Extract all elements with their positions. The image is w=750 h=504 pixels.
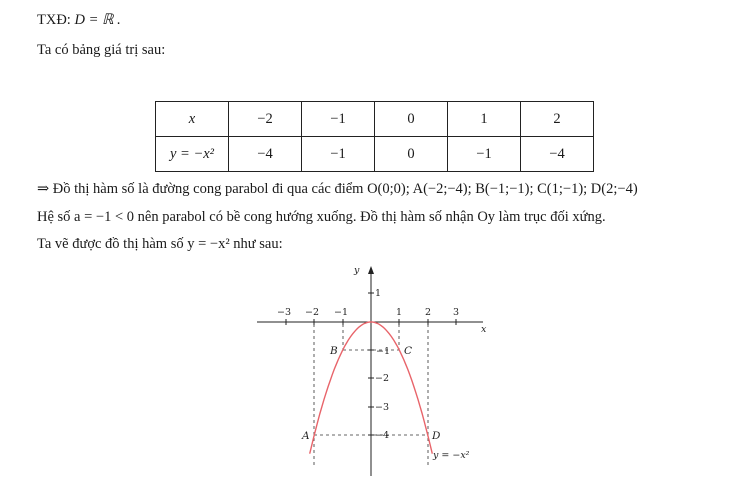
curve-label: y = −x²	[433, 450, 470, 461]
x-tick-label: 1	[396, 307, 403, 318]
point-d-label: D	[432, 430, 441, 442]
domain-line	[37, 12, 121, 29]
table-cell: −4	[521, 137, 594, 172]
x-tick-label: −2	[305, 307, 320, 318]
table-cell: −2	[229, 102, 302, 137]
x-tick-label: 3	[453, 307, 460, 318]
table-cell: 0	[375, 102, 448, 137]
table-cell: 1	[448, 102, 521, 137]
table-cell: −1	[448, 137, 521, 172]
domain-formula: D = ℝ .	[74, 12, 121, 28]
domain-prefix: TXĐ:	[37, 12, 71, 28]
y-tick-label: −4	[375, 430, 390, 441]
table-intro-line: Ta có bảng giá trị sau:	[37, 42, 166, 58]
point-a-label: A	[302, 430, 310, 442]
x-tick-label: −3	[277, 307, 292, 318]
table-cell: −1	[302, 137, 375, 172]
y-axis-arrow-icon	[368, 266, 374, 274]
parabola-graph	[255, 262, 495, 482]
table-row-x	[156, 102, 594, 137]
table-cell: −4	[229, 137, 302, 172]
points-conclusion-line: ⇒ Đồ thị hàm số là đường cong parabol đi qua các điểm O(0;0); A(−2;−4); B(−1;−1); C(1;−1); D(2;−4)	[37, 181, 638, 197]
table-row-y	[156, 137, 594, 172]
graph-intro-line: Ta vẽ được đồ thị hàm số y = −x² như sau:	[37, 236, 283, 252]
table-cell: 2	[521, 102, 594, 137]
coefficient-line: Hệ số a = −1 < 0 nên parabol có bề cong hướng xuống. Đồ thị hàm số nhận Oy làm trục đối xứng.	[37, 209, 606, 225]
table-cell: 0	[375, 137, 448, 172]
table-header-y: y = −x²	[156, 137, 229, 172]
x-axis-label: x	[481, 324, 487, 335]
y-tick-label: −1	[376, 346, 391, 357]
y-axis-label: y	[354, 265, 360, 276]
value-table	[155, 101, 594, 172]
point-c-label: C	[404, 345, 413, 357]
y-tick-label: 1	[375, 288, 382, 299]
y-tick-label: −2	[375, 373, 390, 384]
point-b-label: B	[330, 345, 338, 357]
y-tick-label: −3	[375, 402, 390, 413]
table-cell: −1	[302, 102, 375, 137]
x-tick-label: 2	[425, 307, 432, 318]
table-header-x: x	[156, 102, 229, 137]
x-tick-label: −1	[334, 307, 349, 318]
axes	[257, 270, 483, 476]
